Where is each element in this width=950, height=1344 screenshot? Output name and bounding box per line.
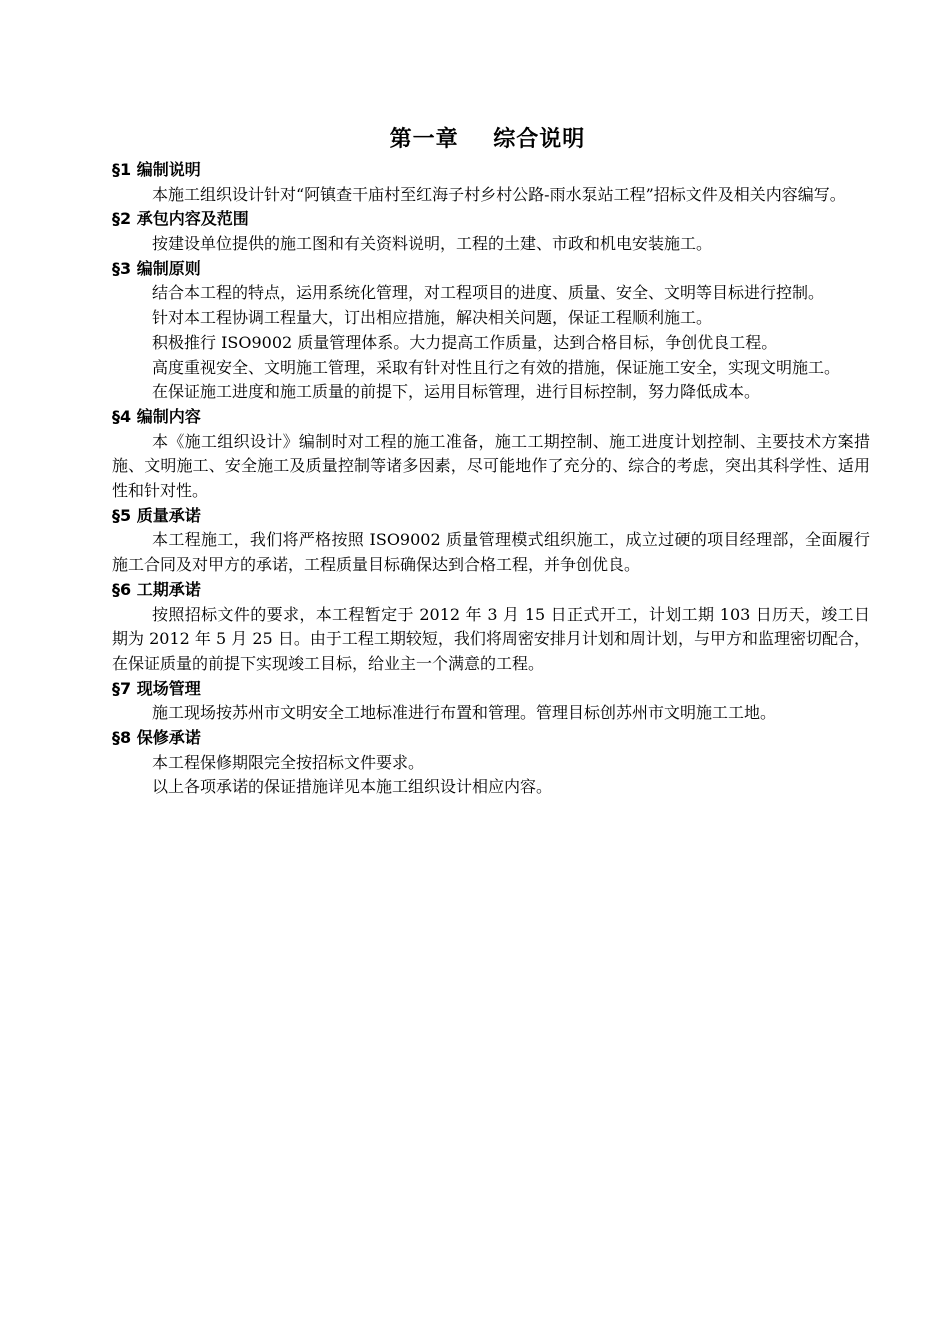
paragraph: 以上各项承诺的保证措施详见本施工组织设计相应内容。 xyxy=(152,777,553,797)
section-compilation-content xyxy=(112,405,870,504)
paragraph: 本施工组织设计针对“阿镇查干庙村至红海子村乡村公路-雨水泵站工程”招标文件及相关内容编写。 xyxy=(152,184,846,204)
paragraph: 施工现场按苏州市文明安全工地标准进行布置和管理。管理目标创苏州市文明施工工地。 xyxy=(152,703,777,723)
paragraph: 按照招标文件的要求，本工程暂定于 2012 年 3 月 15 日正式开工，计划工期 103 日历天，竣工日期为 2012 年 5 月 25 日。由于工程工期较短，我们将周密安排月计划和周计划，与甲方和监理密切配合，在保证质量的前提下实现竣工目标，给业主一个满意的工程。 xyxy=(112,604,870,673)
paragraph: 积极推行 ISO9002 质量管理体系。大力提高工作质量，达到合格目标，争创优良工程。 xyxy=(152,332,778,352)
section-warranty-commitment xyxy=(112,726,870,800)
paragraph: 针对本工程协调工程量大，订出相应措施，解决相关问题，保证工程顺利施工。 xyxy=(152,308,713,328)
section-heading: §7 现场管理 xyxy=(112,678,201,698)
section-heading: §1 编制说明 xyxy=(112,160,201,179)
section-heading: §6 工期承诺 xyxy=(112,579,201,599)
section-heading: §2 承包内容及范围 xyxy=(112,209,249,229)
paragraph: 高度重视安全、文明施工管理，采取有针对性且行之有效的措施，保证施工安全，实现文明施工。 xyxy=(152,357,841,377)
section-heading: §8 保修承诺 xyxy=(112,728,201,748)
paragraph: 本《施工组织设计》编制时对工程的施工准备，施工工期控制、施工进度计划控制、主要技术方案措施、文明施工、安全施工及质量控制等诸多因素，尽可能地作了充分的、综合的考虑，突出其科学性、适用性和针对性。 xyxy=(112,431,870,501)
chapter-title: 第一章 综合说明 xyxy=(389,127,586,152)
paragraph: 按建设单位提供的施工图和有关资料说明，工程的土建、市政和机电安装施工。 xyxy=(152,234,713,254)
section-quality-commitment xyxy=(112,504,870,578)
section-compilation-notes xyxy=(112,158,870,207)
section-schedule-commitment xyxy=(112,578,870,677)
paragraph: 在保证施工进度和施工质量的前提下，运用目标管理，进行目标控制，努力降低成本。 xyxy=(152,382,761,402)
section-compilation-principles xyxy=(112,257,870,405)
document-body xyxy=(112,158,870,800)
section-heading: §3 编制原则 xyxy=(112,258,201,278)
paragraph: 本工程保修期限完全按招标文件要求。 xyxy=(152,752,425,772)
section-site-management xyxy=(112,677,870,726)
section-heading: §4 编制内容 xyxy=(112,406,201,426)
section-contract-scope xyxy=(112,207,870,256)
section-heading: §5 质量承诺 xyxy=(112,505,201,525)
paragraph: 本工程施工，我们将严格按照 ISO9002 质量管理模式组织施工，成立过硬的项目经理部，全面履行施工合同及对甲方的承诺，工程质量目标确保达到合格工程，并争创优良。 xyxy=(112,530,870,575)
paragraph: 结合本工程的特点，运用系统化管理，对工程项目的进度、质量、安全、文明等目标进行控制。 xyxy=(152,283,825,303)
